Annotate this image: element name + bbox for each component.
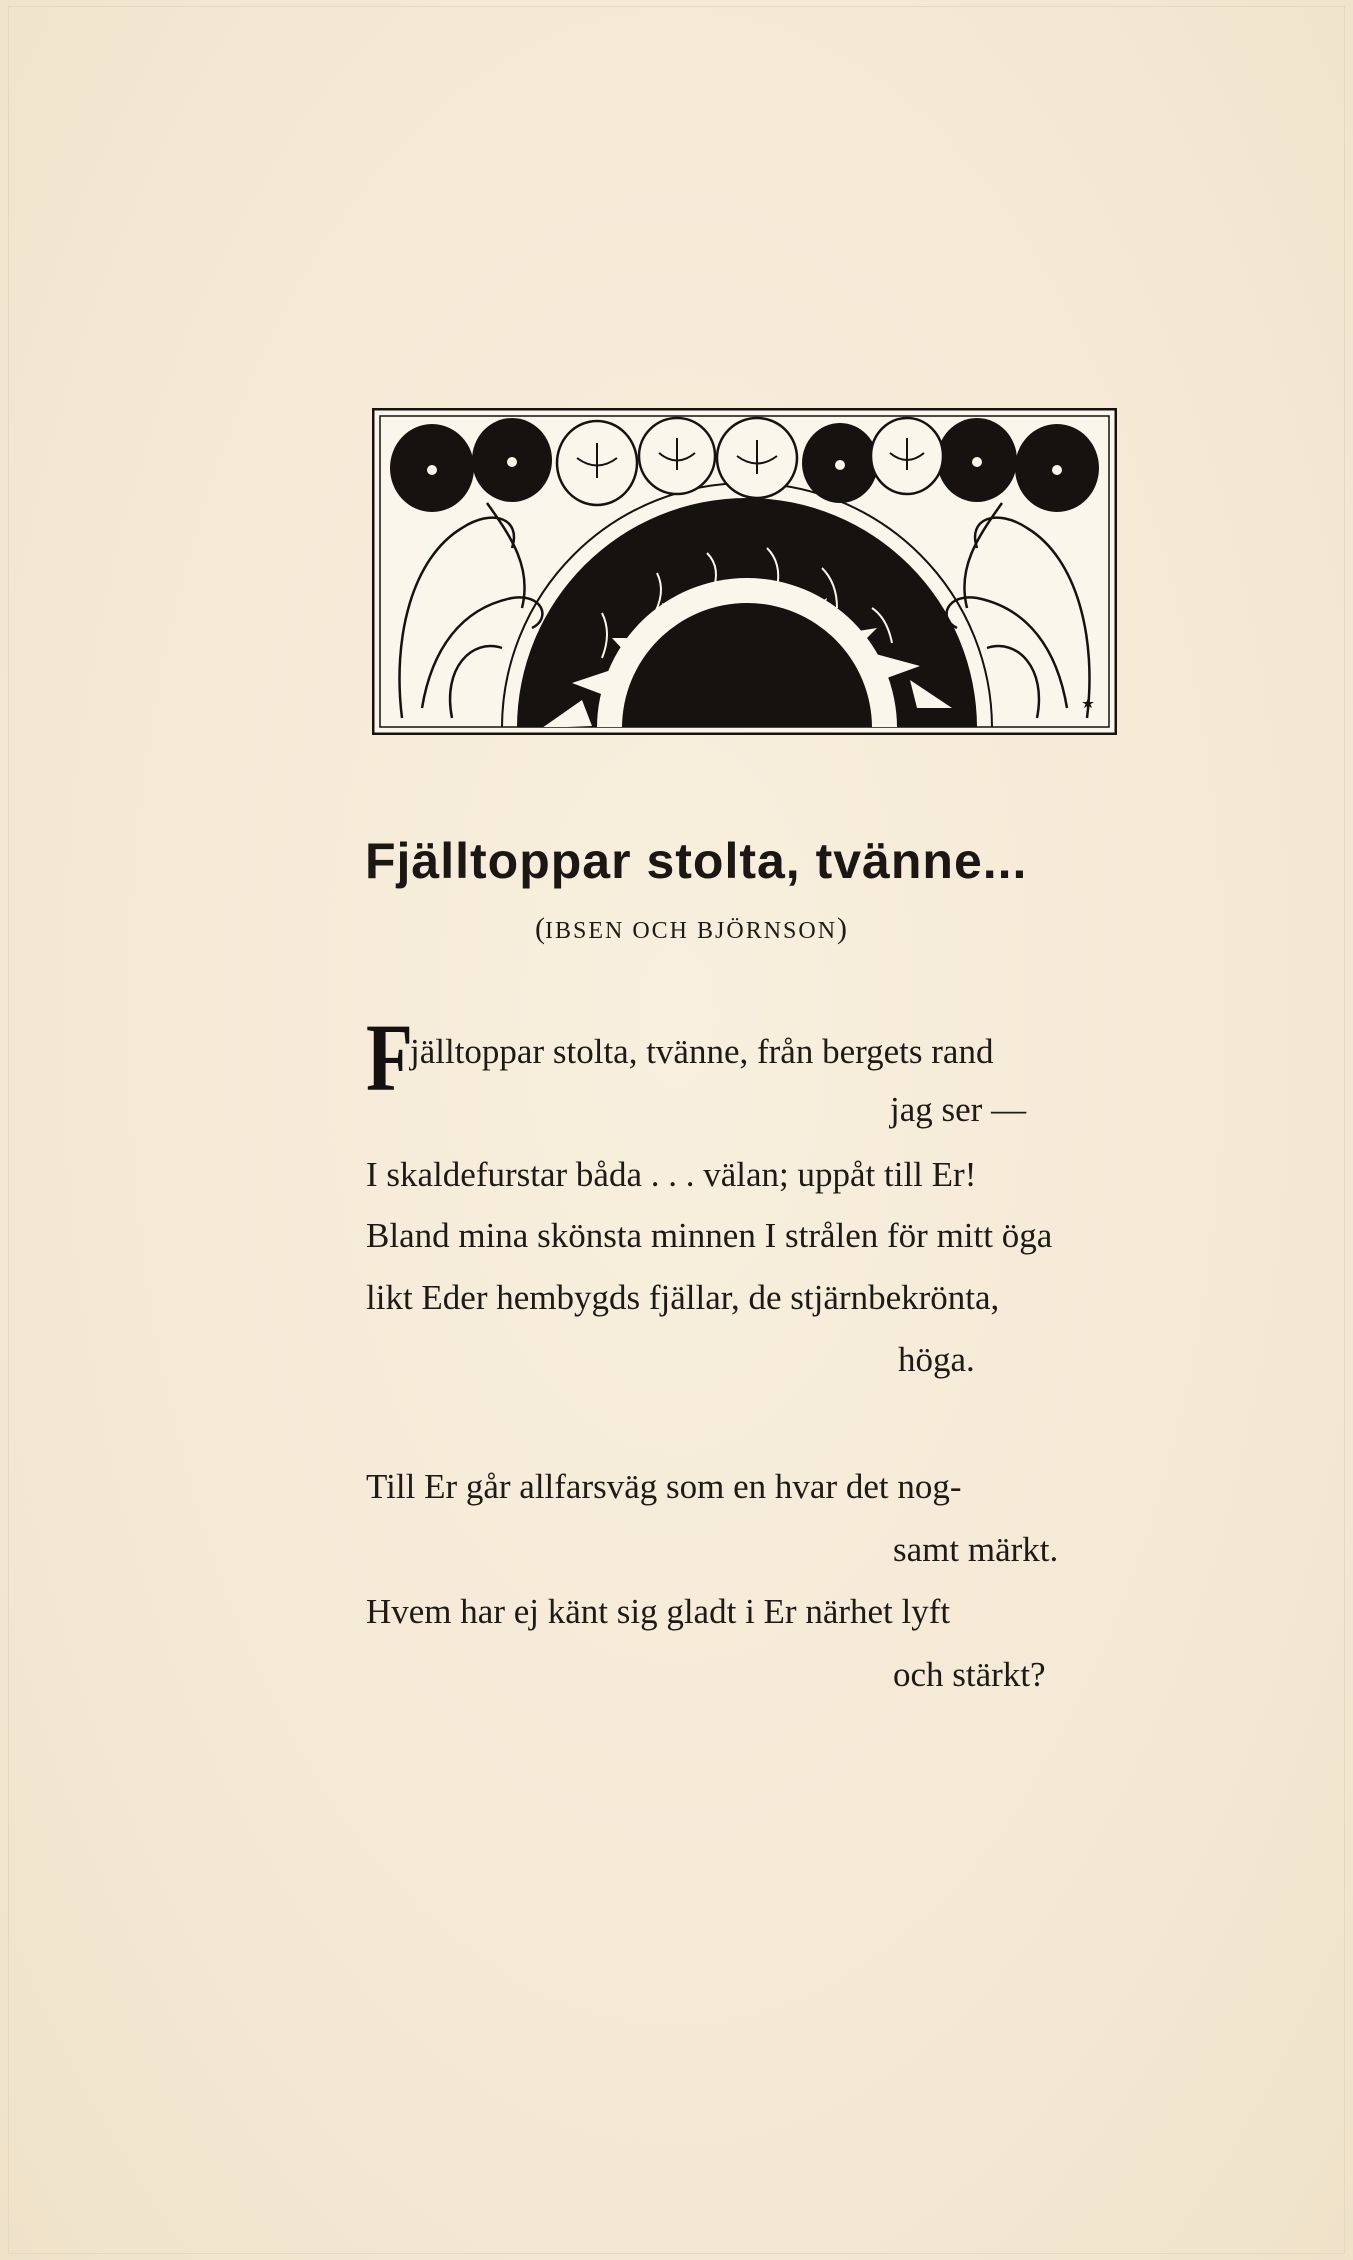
page-edge (8, 6, 1345, 2254)
poem-subtitle (535, 912, 955, 946)
sunrise-pansies-vignette-icon (372, 408, 1117, 735)
poem-line: I skaldefurstar båda . . . välan; uppåt till Er! (366, 1155, 977, 1194)
poem-title: Fjälltoppar stolta, tvänne... (365, 833, 1028, 889)
poem-line-continuation: jag ser — (890, 1090, 1027, 1129)
poem-line-continuation: höga. (898, 1340, 975, 1379)
poem-line: likt Eder hembygds fjällar, de stjärnbekrönta, (366, 1278, 1000, 1317)
poem-line-continuation: och stärkt? (893, 1655, 1046, 1694)
subtitle-close-paren: ) (837, 912, 848, 945)
poem-line: Till Er går allfarsväg som en hvar det nog- (366, 1467, 962, 1506)
drop-cap-letter: F (366, 1004, 413, 1111)
subtitle-text: IBSEN OCH BJÖRNSON (545, 918, 838, 944)
poem-line: jälltoppar stolta, tvänne, från bergets rand (410, 1032, 994, 1071)
poem-line-continuation: samt märkt. (893, 1530, 1059, 1569)
poem-line: Hvem har ej känt sig gladt i Er närhet lyft (366, 1592, 951, 1631)
subtitle-open-paren: ( (535, 912, 545, 945)
poem-line: Bland mina skönsta minnen I strålen för mitt öga (366, 1216, 1053, 1255)
